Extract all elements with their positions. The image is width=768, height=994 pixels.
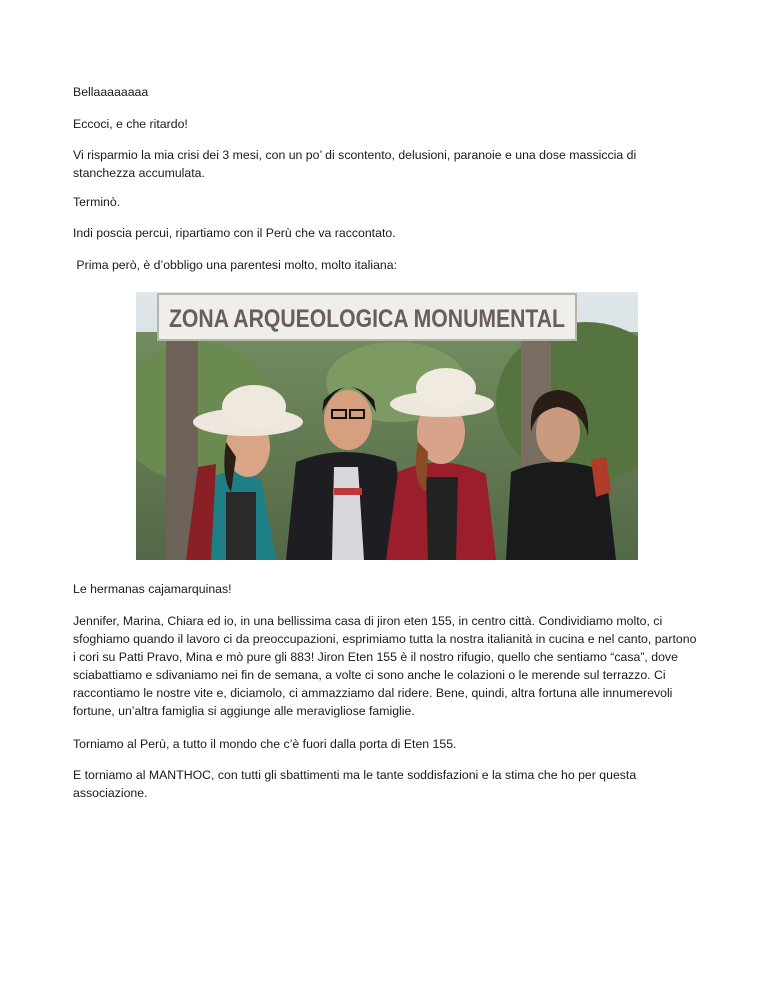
return-paragraph: Torniamo al Perù, a tutto il mondo che c’è fuori dalla porta di Eten 155.: [73, 737, 457, 751]
sign-board: [158, 294, 576, 340]
crisis-paragraph: Vi risparmio la mia crisi dei 3 mesi, con un po’ di scontento, delusioni, paranoie e una dose massiccia di stanchezza accumulata.: [73, 148, 637, 180]
ended-paragraph: Terminò.: [73, 195, 121, 209]
sign-text: ZONA ARQUEOLOGICA MONUMENTAL: [169, 305, 565, 333]
restart-paragraph: Indi poscia percui, ripartiamo con il Perù che va raccontato.: [73, 226, 396, 240]
intro-paragraph: Eccoci, e che ritardo!: [73, 117, 188, 131]
group-photo: [136, 292, 638, 560]
roommates-paragraph: Jennifer, Marina, Chiara ed io, in una bellissima casa di jiron eten 155, in centro città. Condividiamo molto, ci sfoghiamo quando il lavoro ci da preoccupazioni, esprimiamo tutta la nostra italianità in cucina e nel canto, partono i cori su Patti Pravo, Mina e mò pure gli 883! Jiron Eten 155 è il nostro rifugio, quello che sentiamo “casa”, dove sciabattiamo e sdivaniamo nei fin de semana, a volte ci sono anche le colazioni o le merende sul terrazzo. Ci raccontiamo le nostre vite e, diciamolo, ci ammazziamo dal ridere. Bene, quindi, altra fortuna alle innumerevoli fortune, un’altra famiglia si aggiunge alle meravigliose famiglie.: [73, 614, 697, 718]
manthoc-paragraph: E torniamo al MANTHOC, con tutti gli sbattimenti ma le tante soddisfazioni e la stima che ho per questa associazione.: [73, 768, 637, 800]
caption-paragraph: Le hermanas cajamarquinas!: [73, 582, 232, 596]
parenthesis-paragraph: Prima però, è d’obbligo una parentesi molto, molto italiana:: [73, 258, 398, 272]
greeting-paragraph: Bellaaaaaaaa: [73, 85, 149, 99]
